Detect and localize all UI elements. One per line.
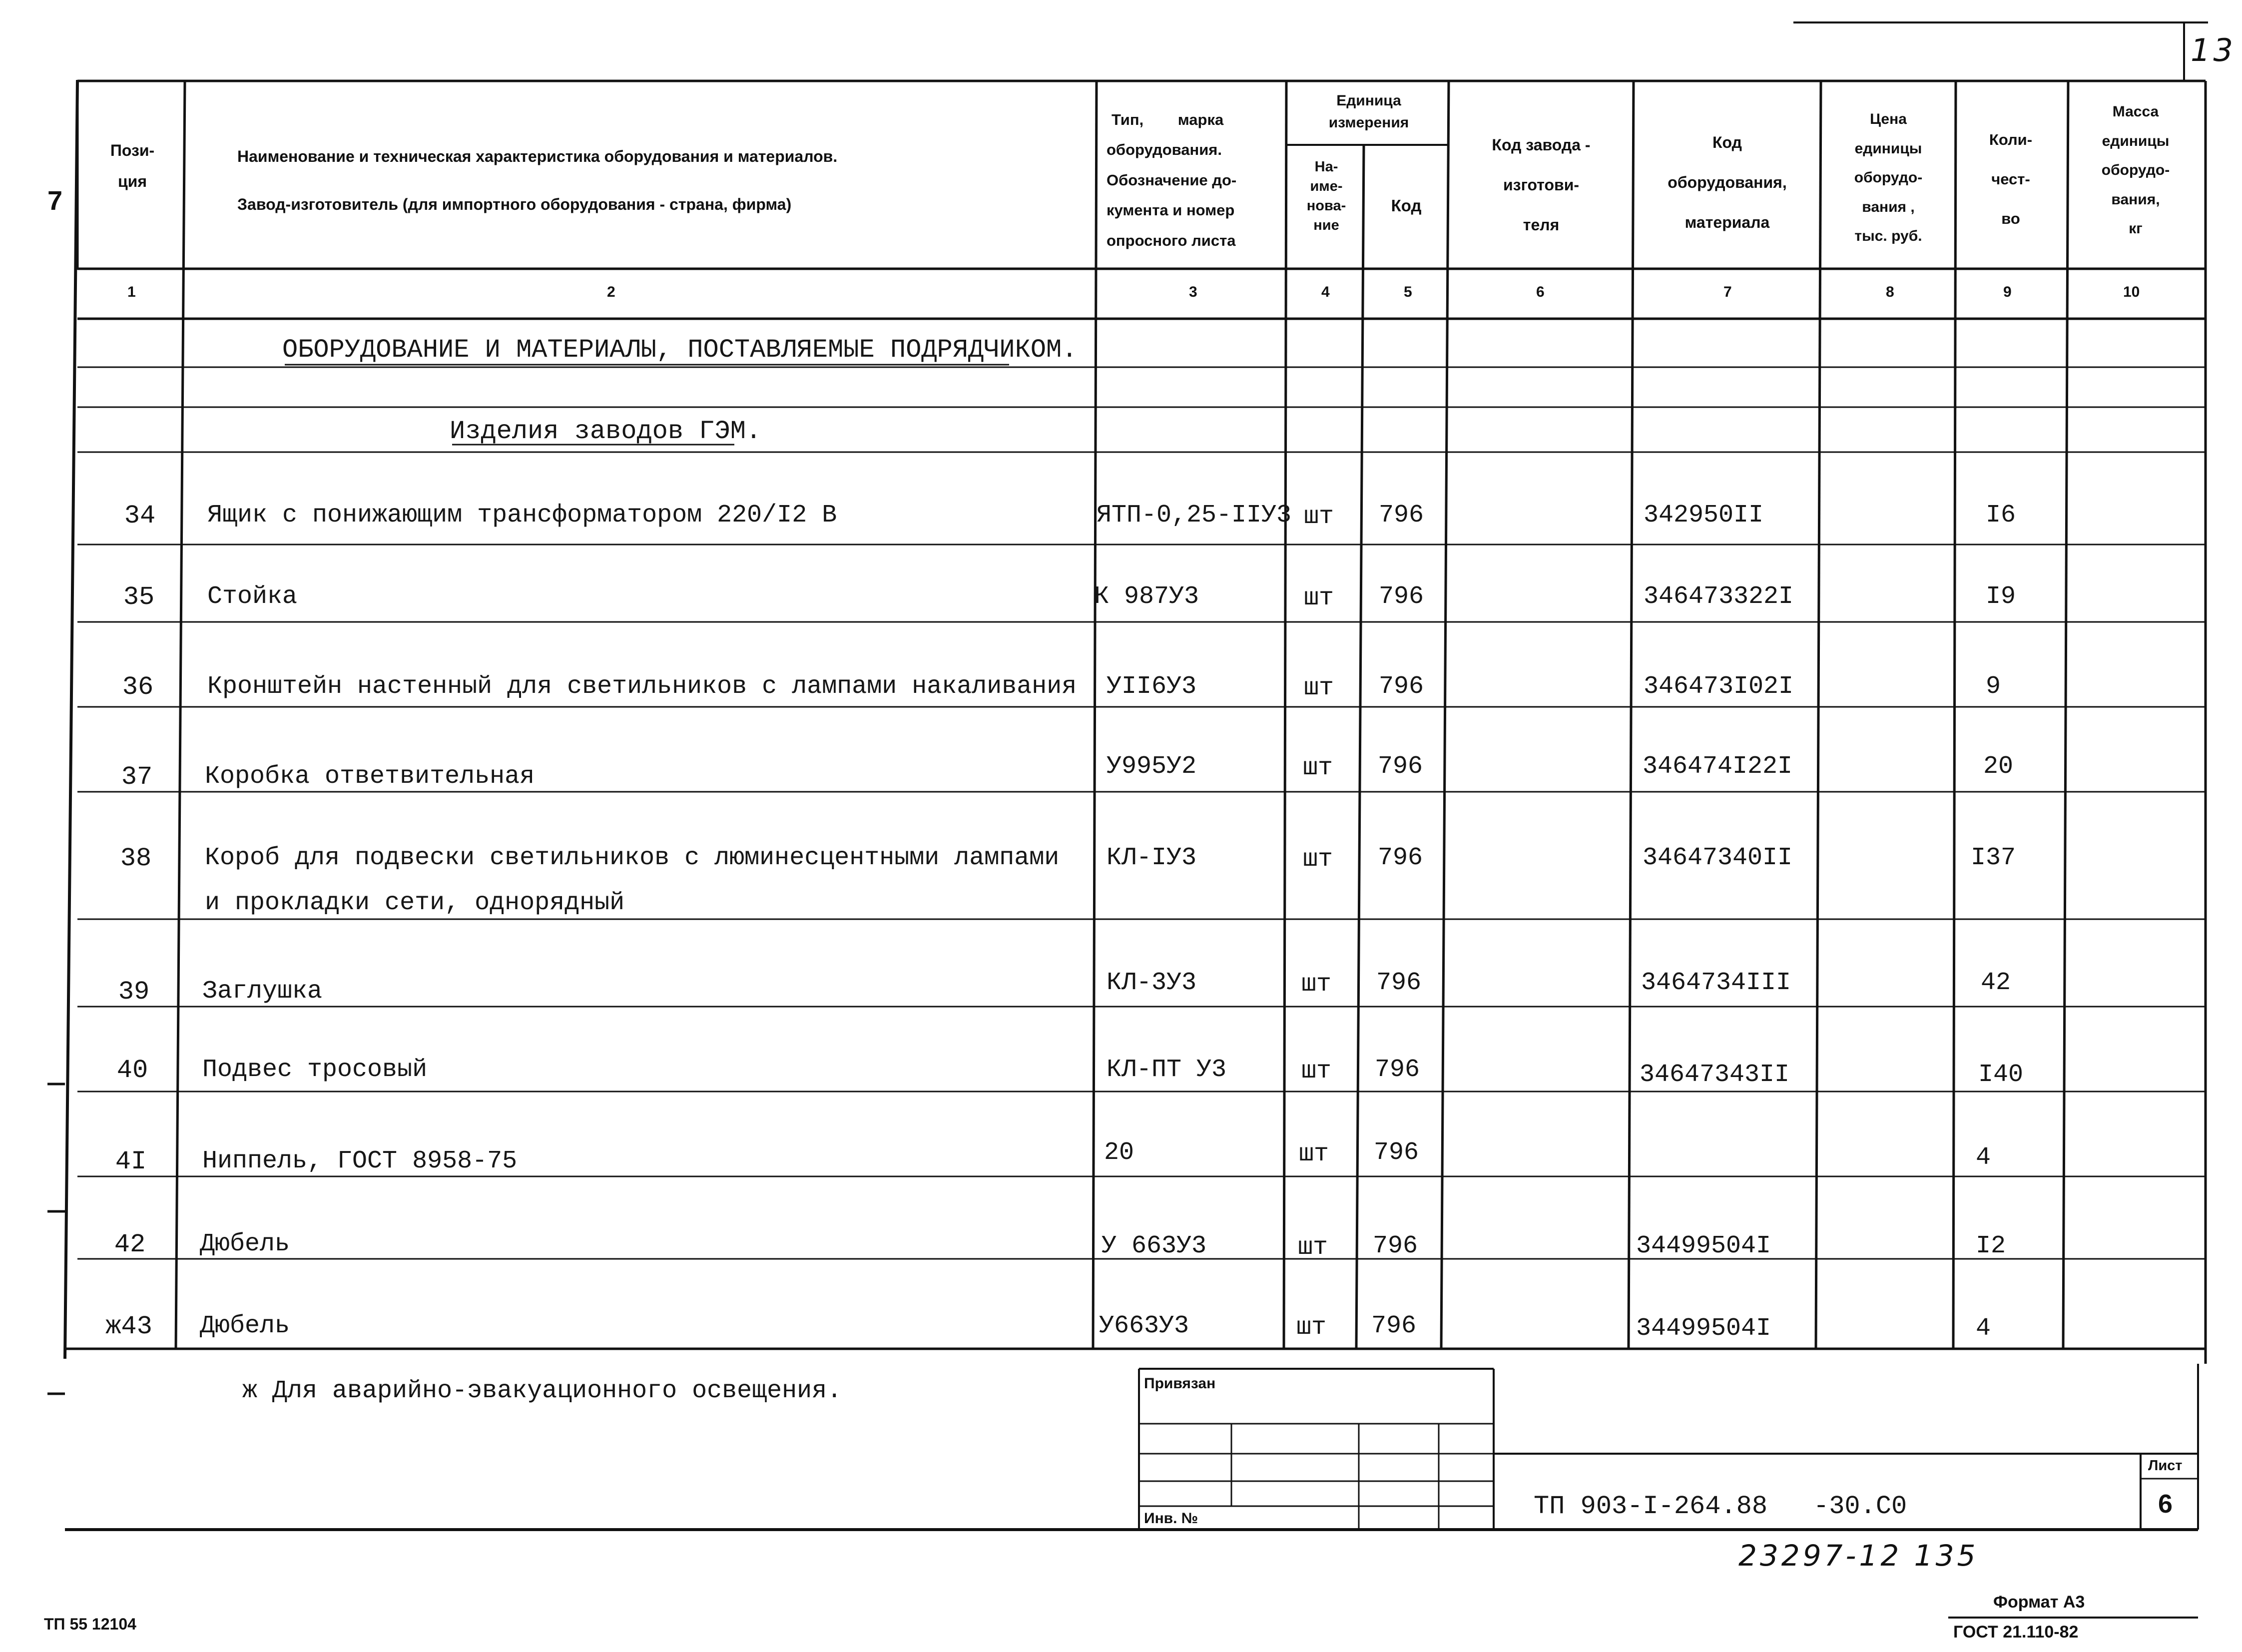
header-price-line2: единицы	[1854, 140, 1922, 157]
header-mass-line4: вания,	[2111, 191, 2160, 208]
column-number: 4	[1321, 284, 1330, 300]
row-type: К 987У3	[1094, 582, 1199, 611]
row-position: 42	[114, 1230, 146, 1259]
row-name: Коробка ответвительная	[205, 762, 535, 791]
header-mass-line3: оборудо-	[2101, 162, 2170, 178]
gost-label: ГОСТ 21.110-82	[1953, 1623, 2079, 1642]
row-unit-code: 796	[1379, 582, 1424, 611]
header-quantity-line3: во	[2001, 210, 2020, 228]
row-quantity: I6	[1986, 501, 2016, 530]
row-unit: шт	[1301, 1057, 1332, 1086]
row-unit: шт	[1303, 845, 1333, 874]
row-type: КЛ-IУ3	[1107, 844, 1197, 872]
row-code: 34647340II	[1643, 844, 1793, 872]
header-name-line2: Завод-изготовитель (для импортного оборудования - страна, фирма)	[237, 195, 792, 213]
row-name: Заглушка	[202, 977, 323, 1006]
row-quantity: 4	[1976, 1314, 1991, 1343]
row-position: 35	[123, 582, 155, 612]
row-unit: шт	[1304, 584, 1334, 612]
header-name	[237, 132, 837, 228]
row-unit-code: 796	[1376, 969, 1422, 997]
header-mass-line2: единицы	[2102, 132, 2170, 149]
header-mass-line1: Масса	[2112, 103, 2159, 120]
header-unit-line2: измерения	[1328, 114, 1409, 131]
header-unit-name-line4: ние	[1313, 217, 1339, 234]
header-price-line4: вания ,	[1862, 198, 1915, 215]
row-quantity: I9	[1986, 582, 2016, 611]
row-quantity: 9	[1986, 672, 2001, 701]
header-quantity	[1958, 120, 2063, 238]
row-name-continuation: и прокладки сети, однорядный	[205, 889, 625, 917]
row-quantity: 4	[1976, 1143, 1991, 1172]
header-price-line5: тыс. руб.	[1854, 228, 1922, 244]
row-name: Дюбель	[200, 1230, 290, 1258]
header-mass	[2071, 97, 2201, 244]
row-code: 346474I22I	[1643, 752, 1793, 781]
stamp-sheet-label: Лист	[2148, 1458, 2183, 1474]
subsection-title: Изделия заводов ГЭМ.	[450, 417, 762, 446]
row-quantity: I40	[1978, 1061, 2024, 1089]
header-manufacturer-line2: изготови-	[1503, 176, 1580, 194]
row-unit-code: 796	[1379, 672, 1424, 701]
stamp-sheet-value: 6	[2158, 1490, 2173, 1519]
row-position: 36	[122, 672, 154, 702]
header-position	[85, 135, 180, 197]
header-manufacturer-code	[1454, 125, 1629, 245]
column-number: 7	[1723, 284, 1732, 300]
column-number: 6	[1536, 284, 1545, 300]
row-type: У995У2	[1107, 752, 1197, 781]
column-number: 9	[2003, 284, 2012, 300]
row-type: У663У3	[1099, 1312, 1189, 1340]
row-unit-code: 796	[1379, 501, 1424, 530]
row-name: Короб для подвески светильников с люминесцентными лампами	[205, 844, 1060, 872]
column-number: 10	[2123, 284, 2140, 300]
row-unit: шт	[1304, 674, 1334, 702]
header-mass-line5: кг	[2129, 220, 2143, 237]
format-label: Формат А3	[1993, 1593, 2085, 1612]
row-name: Дюбель	[200, 1312, 290, 1340]
header-equipment-line1: Код	[1712, 133, 1742, 151]
row-type: КЛ-ПТ У3	[1107, 1056, 1227, 1084]
row-type: УII6У3	[1107, 672, 1197, 701]
row-unit-code: 796	[1371, 1312, 1417, 1340]
row-quantity: I2	[1976, 1232, 2006, 1260]
row-name: Ящик с понижающим трансформатором 220/I2 В	[207, 501, 837, 530]
header-equipment-line2: оборудования,	[1668, 173, 1787, 191]
column-number: 1	[127, 284, 136, 300]
row-name: Ниппель, ГОСТ 8958-75	[202, 1147, 518, 1175]
header-price-line3: оборудо-	[1854, 169, 1923, 186]
header-position-line1: Пози-	[110, 141, 155, 159]
row-code: 34499504I	[1636, 1314, 1771, 1343]
row-unit: шт	[1303, 754, 1333, 782]
row-unit-code: 796	[1378, 752, 1423, 781]
row-unit: шт	[1299, 1140, 1329, 1168]
row-name: Кронштейн настенный для светильников с лампами накаливания	[207, 672, 1077, 701]
header-price-line1: Цена	[1870, 111, 1907, 127]
row-type: 20	[1104, 1138, 1134, 1167]
row-unit: шт	[1298, 1233, 1328, 1262]
bottom-left-code: ТП 55 12104	[44, 1615, 136, 1633]
footnote: ж Для аварийно-эвакуационного освещения.	[242, 1377, 842, 1405]
row-code: 3464734III	[1641, 969, 1791, 997]
row-position: 34	[124, 501, 156, 531]
row-quantity: 20	[1983, 752, 2014, 781]
header-type-line1: Тип, марка	[1112, 111, 1224, 128]
row-name: Подвес тросовый	[202, 1056, 428, 1084]
row-unit: шт	[1301, 970, 1332, 999]
row-position: ж43	[105, 1312, 152, 1341]
row-position: 4I	[115, 1147, 147, 1176]
header-equipment-line3: материала	[1684, 213, 1770, 231]
row-quantity: I37	[1971, 844, 2016, 872]
row-code: 346473I02I	[1644, 672, 1794, 701]
row-unit-code: 796	[1375, 1056, 1420, 1084]
header-unit-code: Код	[1391, 196, 1422, 215]
header-type-line4: кумента и номер	[1107, 201, 1235, 219]
row-position: 38	[120, 844, 152, 873]
row-unit: шт	[1304, 503, 1334, 531]
margin-mark: 7	[47, 186, 63, 216]
stamp-designation-suffix: -30.С0	[1813, 1492, 1907, 1521]
header-unit-group	[1289, 90, 1449, 133]
row-type: КЛ-3У3	[1107, 969, 1197, 997]
header-type-line5: опросного листа	[1107, 231, 1236, 249]
row-unit-code: 796	[1374, 1138, 1419, 1167]
stamp-inv-label: Инв. №	[1144, 1510, 1198, 1527]
column-number: 2	[607, 284, 615, 300]
row-position: 37	[121, 762, 153, 792]
row-unit-code: 796	[1373, 1232, 1418, 1260]
header-type-line3: Обозначение до-	[1107, 171, 1237, 189]
row-code: 342950II	[1644, 501, 1764, 530]
row-code: 34499504I	[1636, 1232, 1771, 1260]
row-name: Стойка	[207, 582, 298, 611]
header-quantity-line1: Коли-	[1989, 131, 2033, 148]
handwritten-archive-number: 23297-12 135	[1738, 1539, 1979, 1573]
header-equipment-code	[1639, 122, 1816, 242]
column-number: 5	[1404, 284, 1412, 300]
column-number: 8	[1886, 284, 1894, 300]
row-type: У 663У3	[1102, 1232, 1207, 1260]
section-title: ОБОРУДОВАНИЕ И МАТЕРИАЛЫ, ПОСТАВЛЯЕМЫЕ ПОДРЯДЧИКОМ.	[282, 335, 1078, 365]
row-quantity: 42	[1981, 969, 2011, 997]
row-unit-code: 796	[1378, 844, 1423, 872]
header-unit-name-line2: име-	[1310, 178, 1343, 195]
header-unit-name	[1291, 157, 1361, 236]
header-position-line2: ция	[117, 172, 147, 191]
row-unit: шт	[1296, 1313, 1327, 1342]
stamp-attached-label: Привязан	[1144, 1375, 1216, 1392]
header-type	[1107, 105, 1236, 256]
header-quantity-line2: чест-	[1991, 170, 2030, 188]
header-unit-line1: Единица	[1336, 92, 1401, 109]
sheet-number-top: 13	[2191, 32, 2236, 68]
row-code: 346473322I	[1644, 582, 1794, 611]
row-position: 40	[116, 1056, 148, 1085]
row-position: 39	[118, 977, 150, 1007]
header-unit-name-line1: На-	[1314, 159, 1338, 175]
row-type: ЯТП-0,25-IIУ3	[1097, 501, 1292, 530]
row-code: 34647343II	[1640, 1061, 1790, 1089]
header-manufacturer-line3: теля	[1523, 216, 1560, 234]
header-manufacturer-line1: Код завода -	[1492, 136, 1591, 154]
column-number: 3	[1189, 284, 1197, 300]
header-type-line2: оборудования.	[1107, 141, 1222, 159]
header-name-line1: Наименование и техническая характеристика оборудования и материалов.	[237, 147, 838, 165]
header-unit-name-line3: нова-	[1306, 198, 1346, 214]
header-price	[1823, 105, 1953, 251]
stamp-designation: ТП 903-I-264.88	[1534, 1492, 1768, 1521]
